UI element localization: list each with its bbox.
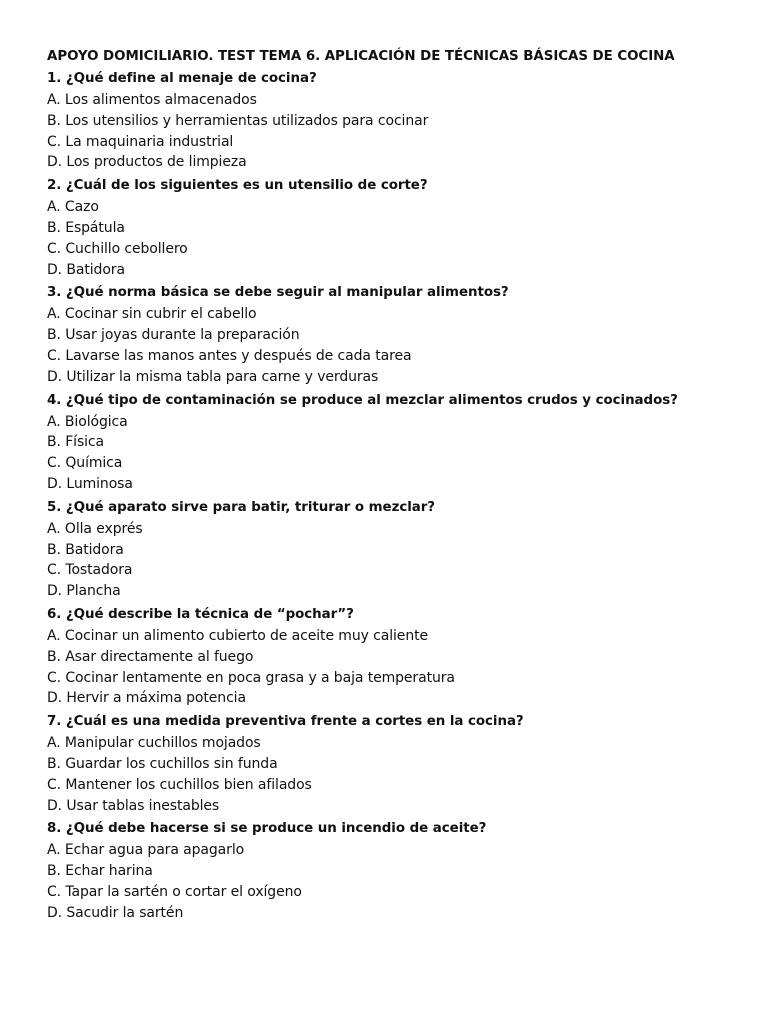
document-page <box>47 46 747 924</box>
option-b: B. Echar harina <box>47 863 153 880</box>
option-a: A. Cocinar sin cubrir el cabello <box>47 306 257 323</box>
option-a: A. Biológica <box>47 413 128 430</box>
document-title: APOYO DOMICILIARIO. TEST TEMA 6. APLICACIÓN DE TÉCNICAS BÁSICAS DE COCINA <box>47 49 675 64</box>
option-b: B. Física <box>47 434 105 451</box>
question-text: 2. ¿Cuál de los siguientes es un utensilio de corte? <box>47 178 428 194</box>
option-b: B. Espátula <box>47 219 125 236</box>
option-d: D. Hervir a máxima potencia <box>47 690 246 707</box>
option-c: C. Tapar la sartén o cortar el oxígeno <box>47 883 302 900</box>
question-6 <box>47 604 747 709</box>
question-7 <box>47 711 747 816</box>
option-d: D. Utilizar la misma tabla para carne y verduras <box>47 368 379 385</box>
option-d: D. Usar tablas inestables <box>47 797 220 814</box>
option-c: C. Cuchillo cebollero <box>47 240 188 257</box>
option-d: D. Batidora <box>47 261 125 278</box>
question-text: 1. ¿Qué define al menaje de cocina? <box>47 71 317 86</box>
question-8 <box>47 818 747 923</box>
option-c: C. Lavarse las manos antes y después de cada tarea <box>47 347 412 364</box>
option-d: D. Sacudir la sartén <box>47 904 184 921</box>
question-text: 8. ¿Qué debe hacerse si se produce un incendio de aceite? <box>47 821 487 837</box>
question-text: 4. ¿Qué tipo de contaminación se produce al mezclar alimentos crudos y cocinados? <box>47 392 678 408</box>
option-b: B. Asar directamente al fuego <box>47 648 254 665</box>
question-2 <box>47 175 747 280</box>
option-a: A. Olla exprés <box>47 520 143 537</box>
option-d: D. Los productos de limpieza <box>47 154 247 171</box>
option-c: C. La maquinaria industrial <box>47 133 234 150</box>
question-1 <box>47 68 747 173</box>
option-b: B. Guardar los cuchillos sin funda <box>47 755 278 772</box>
option-d: D. Luminosa <box>47 475 133 492</box>
option-c: C. Mantener los cuchillos bien afilados <box>47 776 312 793</box>
option-b: B. Los utensilios y herramientas utilizados para cocinar <box>47 112 429 129</box>
option-b: B. Usar joyas durante la preparación <box>47 327 300 344</box>
question-5 <box>47 497 747 602</box>
option-d: D. Plancha <box>47 583 121 600</box>
option-c: C. Cocinar lentamente en poca grasa y a baja temperatura <box>47 669 455 686</box>
question-3 <box>47 282 747 387</box>
option-a: A. Manipular cuchillos mojados <box>47 735 261 752</box>
option-b: B. Batidora <box>47 541 124 558</box>
question-text: 6. ¿Qué describe la técnica de “pochar”? <box>47 606 354 622</box>
option-a: A. Los alimentos almacenados <box>47 92 257 108</box>
question-4 <box>47 390 747 495</box>
option-a: A. Cazo <box>47 199 99 216</box>
question-text: 5. ¿Qué aparato sirve para batir, triturar o mezclar? <box>47 499 436 515</box>
option-c: C. Química <box>47 455 123 472</box>
question-text: 3. ¿Qué norma básica se debe seguir al manipular alimentos? <box>47 285 509 301</box>
option-c: C. Tostadora <box>47 562 133 579</box>
option-a: A. Cocinar un alimento cubierto de aceite muy caliente <box>47 627 428 644</box>
option-a: A. Echar agua para apagarlo <box>47 842 245 859</box>
question-text: 7. ¿Cuál es una medida preventiva frente a cortes en la cocina? <box>47 714 524 730</box>
